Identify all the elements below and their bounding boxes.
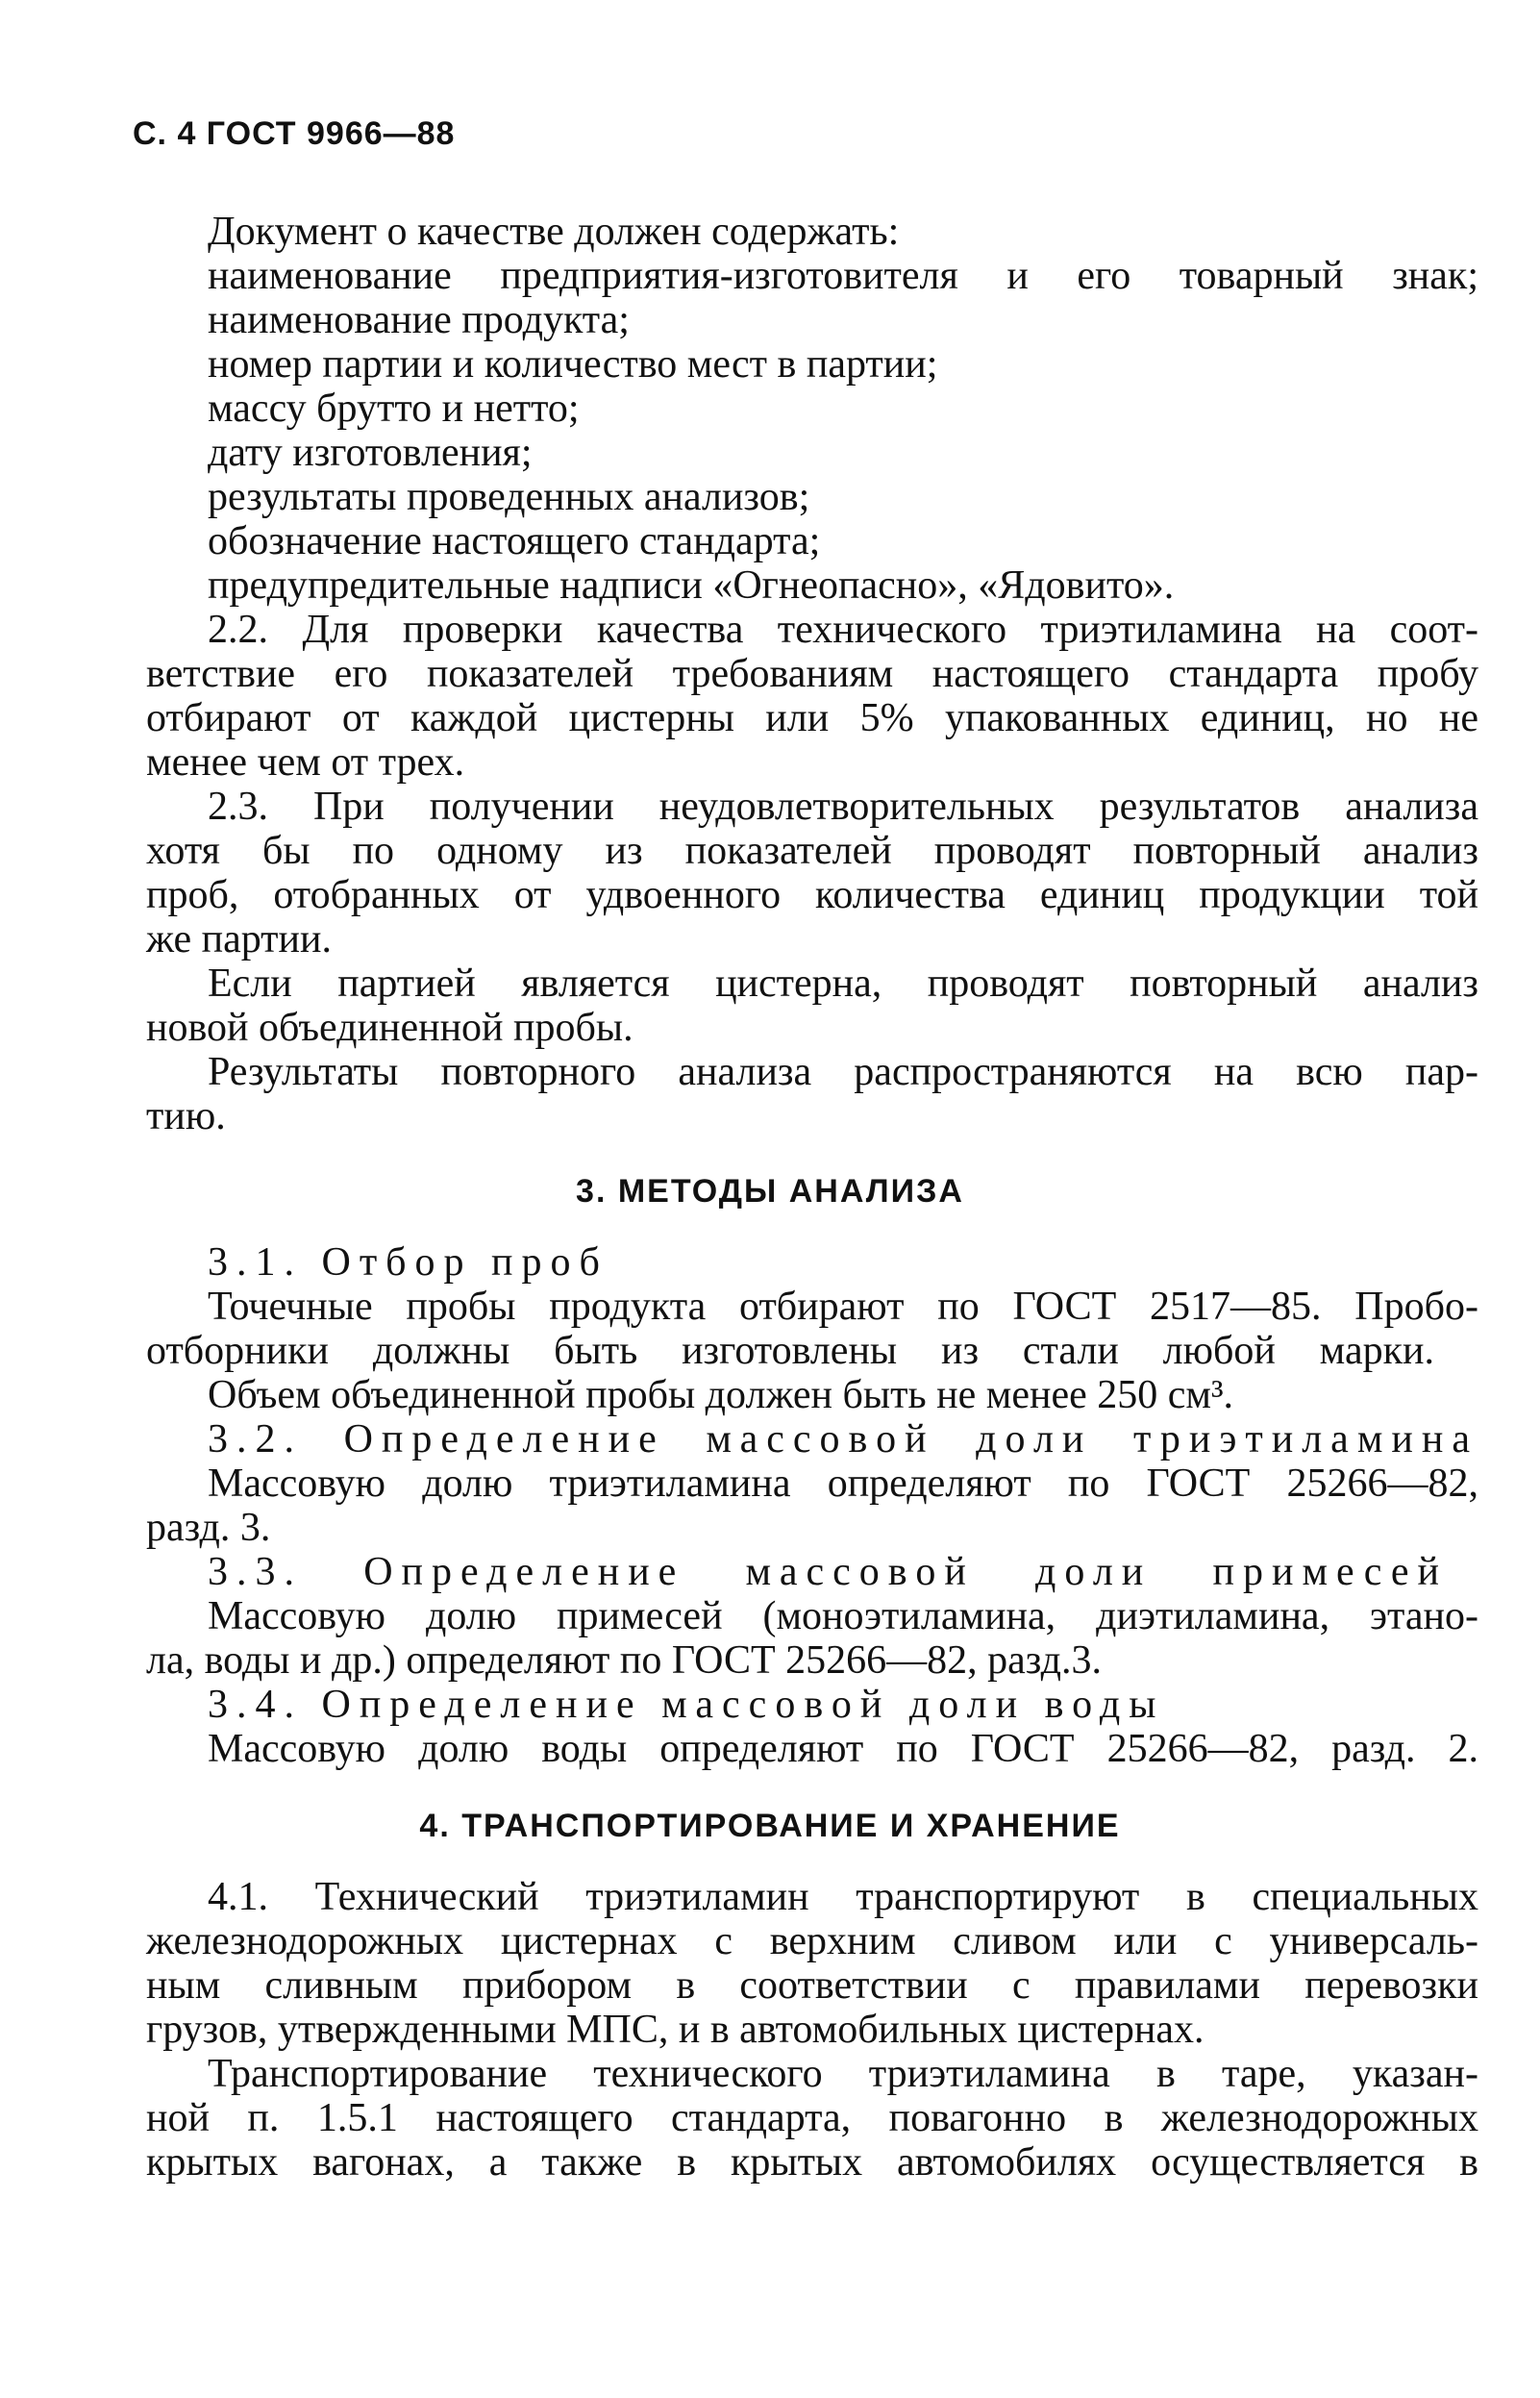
paragraph-line: проб, отобранных от удвоенного количества единиц продукции той bbox=[146, 873, 1478, 917]
paragraph-line: отбирают от каждой цистерны или 5% упакованных единиц, но не bbox=[146, 696, 1478, 740]
paragraph-line: хотя бы по одному из показателей проводят повторный анализ bbox=[146, 829, 1478, 873]
paragraph-line: обозначение настоящего стандарта; bbox=[208, 519, 821, 563]
paragraph-line: Массовую долю триэтиламина определяют по ГОСТ 25266—82, bbox=[208, 1461, 1478, 1506]
subsection-heading: 3.3. Определение массовой доли примесей bbox=[208, 1550, 1448, 1594]
paragraph-line: грузов, утвержденными МПС, и в автомобильных цистернах. bbox=[146, 2008, 1205, 2052]
paragraph-line: 2.2. Для проверки качества технического триэтиламина на соот- bbox=[208, 608, 1478, 652]
section-heading: 4. ТРАНСПОРТИРОВАНИЕ И ХРАНЕНИЕ bbox=[419, 1808, 1121, 1844]
paragraph-line: разд. 3. bbox=[146, 1506, 271, 1550]
subsection-heading: 3.1. Отбор проб bbox=[208, 1240, 609, 1285]
paragraph-line: Массовую долю воды определяют по ГОСТ 25266—82, разд. 2. bbox=[208, 1727, 1478, 1771]
paragraph-line: Объем объединенной пробы должен быть не менее 250 см³. bbox=[208, 1373, 1234, 1417]
paragraph-line: менее чем от трех. bbox=[146, 740, 465, 785]
paragraph-line: Если партией является цистерна, проводят повторный анализ bbox=[208, 962, 1478, 1006]
paragraph-line: ла, воды и др.) определяют по ГОСТ 25266—82, разд.3. bbox=[146, 1638, 1102, 1683]
subsection-heading: 3.4. Определение массовой доли воды bbox=[208, 1683, 1165, 1727]
paragraph-line: крытых вагонах, а также в крытых автомобилях осуществляется в bbox=[146, 2140, 1478, 2185]
paragraph-line: ной п. 1.5.1 настоящего стандарта, повагонно в железнодорожных bbox=[146, 2096, 1478, 2140]
paragraph-line: предупредительные надписи «Огнеопасно», «Ядовито». bbox=[208, 563, 1175, 608]
paragraph-line: железнодорожных цистернах с верхним сливом или с универсаль- bbox=[146, 1919, 1478, 1963]
paragraph-line: тию. bbox=[146, 1094, 226, 1138]
paragraph-line: результаты проведенных анализов; bbox=[208, 475, 810, 519]
paragraph-line: наименование предприятия-изготовителя и его товарный знак; bbox=[208, 254, 1478, 298]
subsection-heading: 3.2. Определение массовой доли триэтиламина bbox=[208, 1417, 1478, 1461]
paragraph-line: Результаты повторного анализа распространяются на всю пар- bbox=[208, 1050, 1478, 1094]
paragraph-line: Транспортирование технического триэтиламина в таре, указан- bbox=[208, 2052, 1478, 2096]
paragraph-line: наименование продукта; bbox=[208, 298, 630, 342]
paragraph-line: дату изготовления; bbox=[208, 431, 533, 475]
paragraph-line: Документ о качестве должен содержать: bbox=[208, 210, 900, 254]
page-header: С. 4 ГОСТ 9966—88 bbox=[133, 115, 456, 152]
paragraph-line: Точечные пробы продукта отбирают по ГОСТ 2517—85. Пробо- bbox=[208, 1285, 1478, 1329]
section-heading: 3. МЕТОДЫ АНАЛИЗА bbox=[576, 1173, 964, 1210]
paragraph-line: 2.3. При получении неудовлетворительных результатов анализа bbox=[208, 785, 1478, 829]
paragraph-line: массу брутто и нетто; bbox=[208, 387, 580, 431]
paragraph-line: новой объединенной пробы. bbox=[146, 1006, 633, 1050]
paragraph-line: отборники должны быть изготовлены из стали любой марки. bbox=[146, 1329, 1434, 1373]
paragraph-line: же партии. bbox=[146, 917, 332, 962]
paragraph-line: ветствие его показателей требованиям настоящего стандарта пробу bbox=[146, 652, 1478, 696]
paragraph-line: номер партии и количество мест в партии; bbox=[208, 342, 938, 387]
paragraph-line: ным сливным прибором в соответствии с правилами перевозки bbox=[146, 1963, 1478, 2008]
paragraph-line: Массовую долю примесей (моноэтиламина, диэтиламина, этано- bbox=[208, 1594, 1478, 1638]
paragraph-line: 4.1. Технический триэтиламин транспортируют в специальных bbox=[208, 1875, 1478, 1919]
